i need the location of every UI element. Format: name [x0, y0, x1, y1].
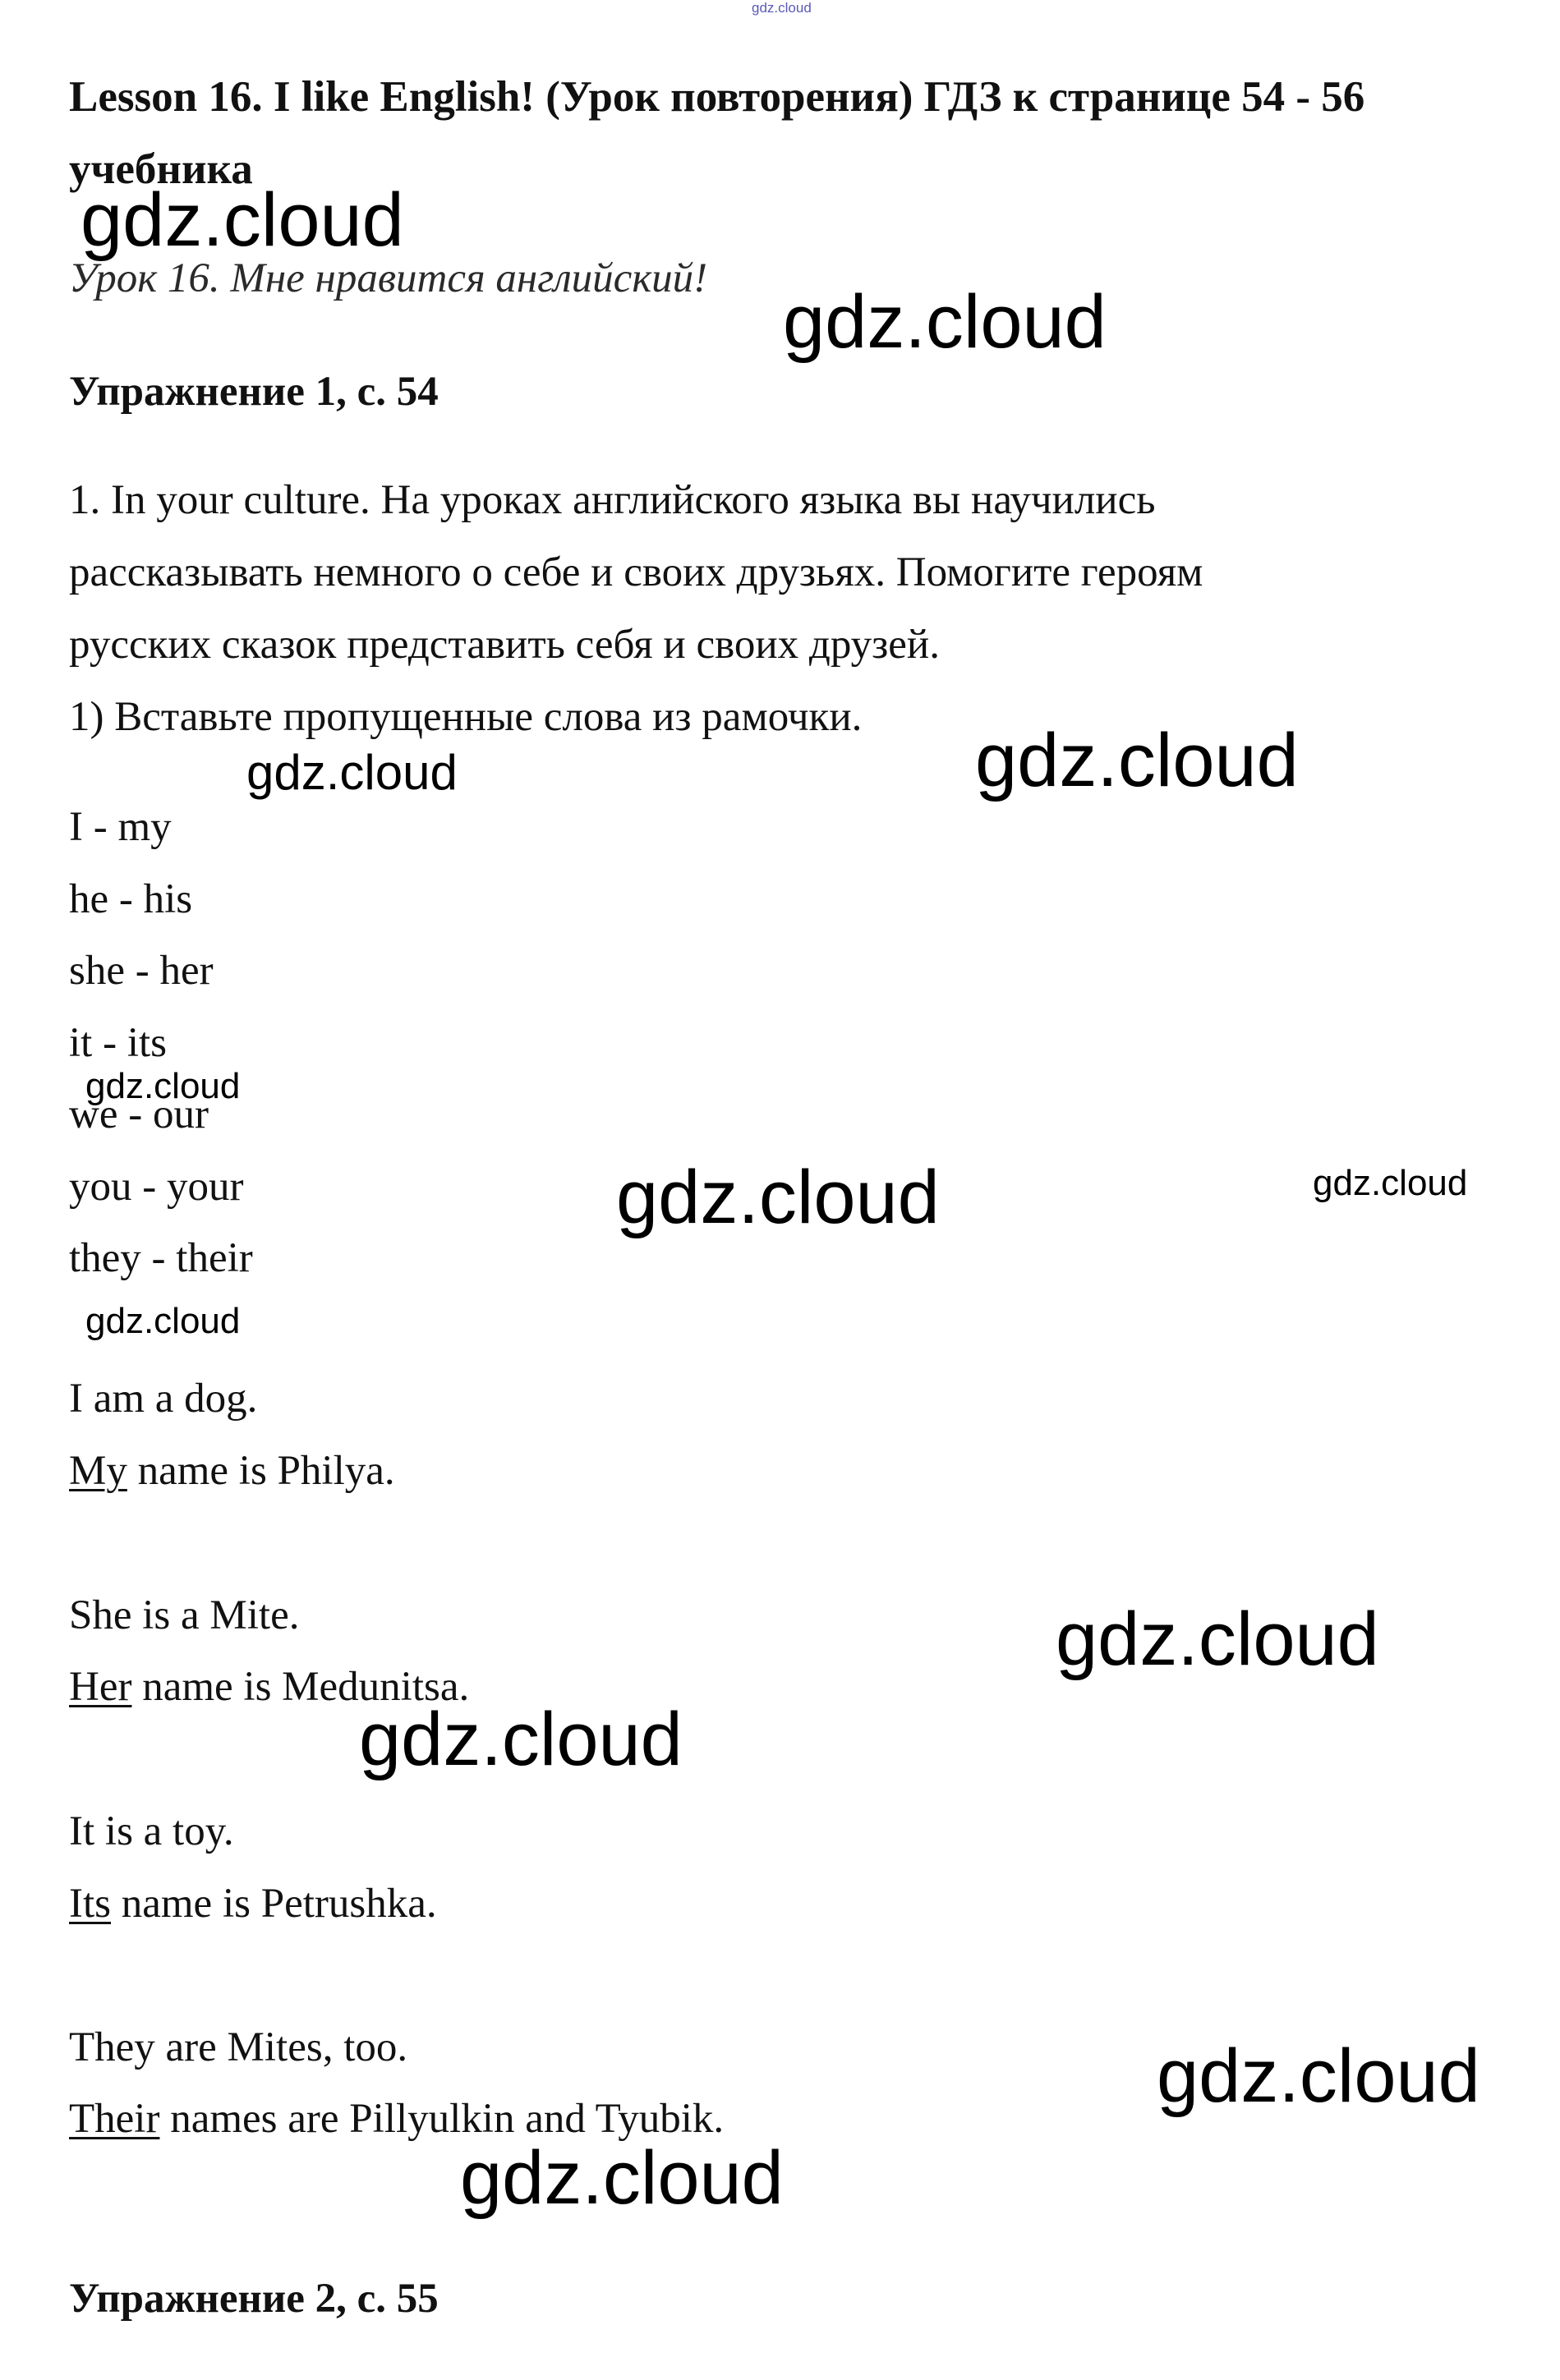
answer-sentence: They are Mites, too. [69, 2024, 408, 2070]
watermark: gdz.cloud [85, 1066, 241, 1106]
pronoun-pair: I - my [69, 804, 172, 850]
filled-answer: Their [69, 2096, 160, 2142]
watermark: gdz.cloud [975, 719, 1299, 802]
lesson-subtitle: Урок 16. Мне нравится английский! [69, 255, 708, 301]
top-watermark: gdz.cloud [752, 0, 812, 16]
watermark: gdz.cloud [616, 1156, 940, 1239]
answer-rest: name is Philya. [127, 1448, 395, 1494]
pronoun-pair: it - its [69, 1020, 168, 1066]
pronoun-pair: he - his [69, 876, 193, 922]
intro-line: рассказывать немного о себе и своих друзьях. Помогите героям [69, 549, 1203, 595]
watermark: gdz.cloud [1313, 1163, 1468, 1203]
page-title: Lesson 16. I like English! (Урок повторения) ГДЗ к странице 54 - 56 [69, 73, 1365, 121]
pronoun-pair: they - their [69, 1235, 253, 1281]
answer-sentence: She is a Mite. [69, 1592, 300, 1638]
watermark: gdz.cloud [460, 2136, 784, 2220]
answer-line [69, 1880, 437, 1927]
watermark: gdz.cloud [783, 280, 1107, 364]
pronoun-pair: you - your [69, 1164, 244, 1210]
page-title-continued: учебника [69, 145, 253, 193]
watermark: gdz.cloud [1157, 2034, 1480, 2118]
exercise-2-heading: Упражнение 2, с. 55 [69, 2276, 439, 2322]
intro-line: русских сказок представить себя и своих друзей. [69, 622, 940, 668]
watermark: gdz.cloud [81, 178, 404, 262]
watermark: gdz.cloud [1056, 1597, 1379, 1681]
watermark: gdz.cloud [85, 1301, 241, 1341]
answer-line [69, 1447, 395, 1495]
watermark: gdz.cloud [246, 745, 458, 800]
filled-answer: Its [69, 1881, 111, 1927]
intro-line: 1. In your culture. На уроках английского языка вы научились [69, 477, 1156, 523]
intro-line: 1) Вставьте пропущенные слова из рамочки. [69, 694, 863, 740]
answer-sentence: I am a dog. [69, 1376, 258, 1422]
watermark: gdz.cloud [359, 1698, 683, 1781]
answer-rest: name is Petrushka. [111, 1881, 437, 1927]
pronoun-pair: we - our [69, 1091, 209, 1137]
pronoun-pair: she - her [69, 948, 214, 994]
exercise-1-heading: Упражнение 1, с. 54 [69, 369, 439, 415]
filled-answer: Her [69, 1664, 132, 1710]
filled-answer: My [69, 1448, 127, 1494]
answer-sentence: It is a toy. [69, 1808, 234, 1854]
answer-rest: name is Medunitsa. [131, 1664, 470, 1710]
answer-rest: names are Pillyulkin and Tyubik. [159, 2096, 725, 2142]
